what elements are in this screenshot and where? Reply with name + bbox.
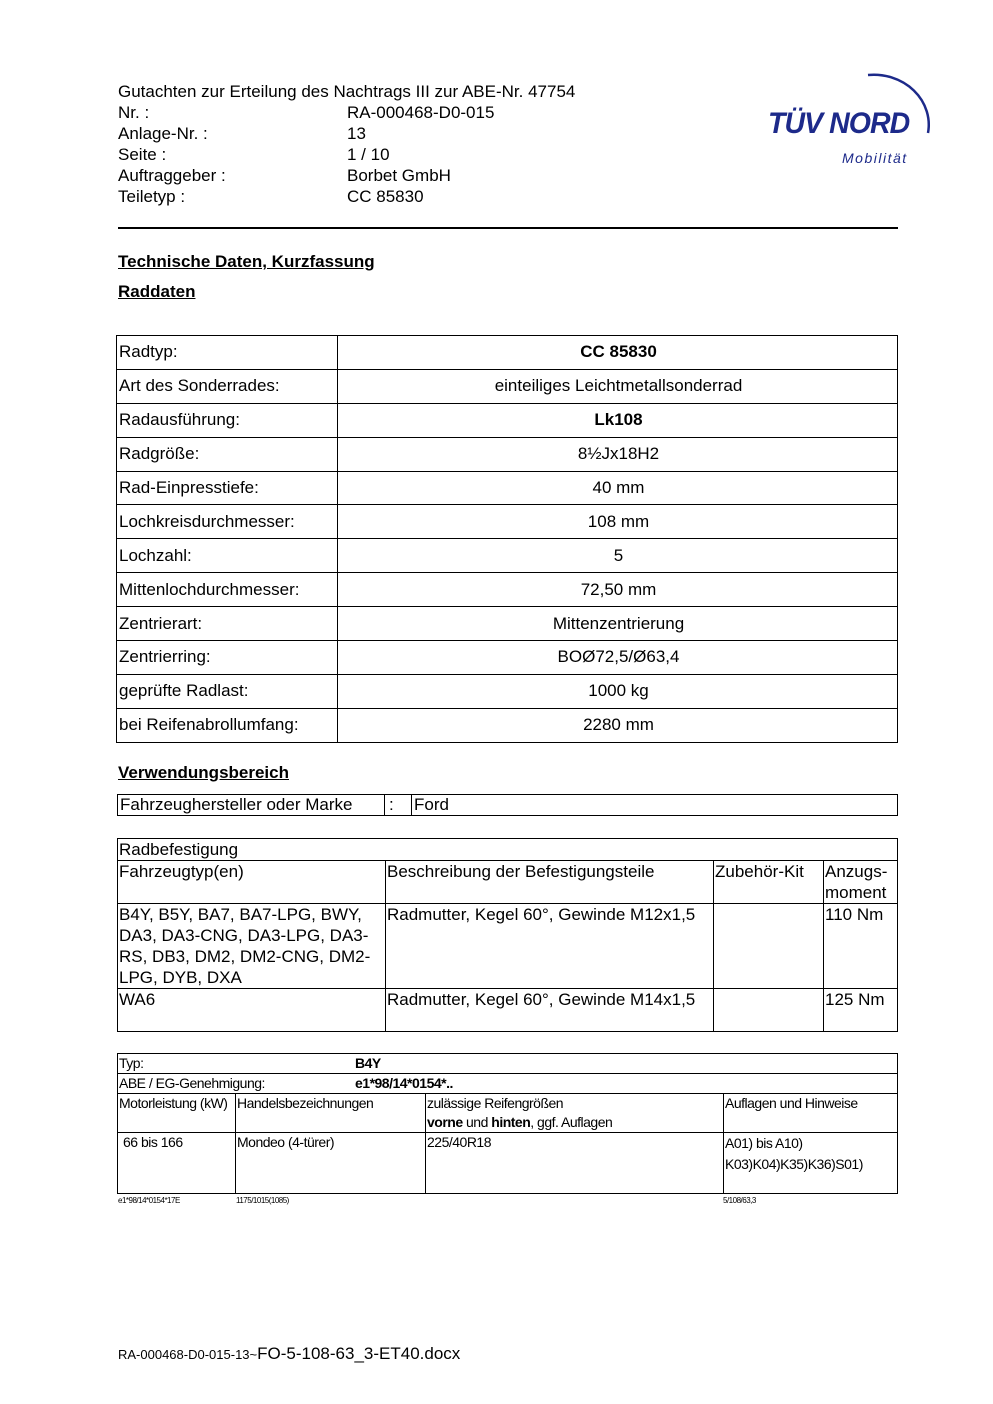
manufacturer-value: Ford xyxy=(412,795,898,816)
raddaten-value: Mittenzentrierung xyxy=(338,607,898,641)
vehicle-type-table xyxy=(117,1053,898,1194)
header-value: CC 85830 xyxy=(347,187,424,206)
approval-row xyxy=(118,1074,898,1094)
torque-value: 110 Nm xyxy=(824,904,898,989)
fastener-description: Radmutter, Kegel 60°, Gewinde M14x1,5 xyxy=(386,989,714,1032)
page-footer xyxy=(118,1344,460,1364)
raddaten-value: Lk108 xyxy=(338,403,898,437)
header-value: 1 / 10 xyxy=(347,145,390,164)
accessory-kit xyxy=(714,904,824,989)
raddaten-label: Rad-Einpresstiefe: xyxy=(117,471,338,505)
radbefestigung-title: Radbefestigung xyxy=(118,839,898,861)
section-title: Technische Daten, Kurzfassung xyxy=(118,252,375,271)
table-row xyxy=(117,641,898,675)
header-label: Seite : xyxy=(118,145,167,164)
raddaten-value: 5 xyxy=(338,539,898,573)
raddaten-label: bei Reifenabrollumfang: xyxy=(117,708,338,742)
weight-code: 1175/1015(1085) xyxy=(236,1196,289,1205)
raddaten-value: 40 mm xyxy=(338,471,898,505)
raddaten-label: geprüfte Radlast: xyxy=(117,674,338,708)
table-row xyxy=(117,573,898,607)
tyre-header-line1: zulässige Reifengrößen xyxy=(427,1095,564,1111)
manufacturer-label: Fahrzeughersteller oder Marke xyxy=(118,795,385,816)
raddaten-label: Radtyp: xyxy=(117,336,338,370)
raddaten-table xyxy=(116,335,898,743)
trade-name: Mondeo (4-türer) xyxy=(236,1133,426,1194)
table-row xyxy=(118,1074,898,1094)
column-header: Handelsbezeichnungen xyxy=(236,1094,426,1133)
footer-reference: RA-000468-D0-015-13~ xyxy=(118,1347,258,1362)
notes xyxy=(724,1133,898,1194)
tyre-header-front: vorne xyxy=(427,1114,463,1130)
table-row xyxy=(117,539,898,573)
radbefestigung-table xyxy=(117,838,898,1032)
type-row xyxy=(118,1054,898,1074)
verwendung-title: Verwendungsbereich xyxy=(118,763,289,782)
vehicle-types: WA6 xyxy=(118,989,386,1032)
notes-line: A01) bis A10) xyxy=(725,1135,803,1151)
header-label: Anlage-Nr. : xyxy=(118,124,208,143)
raddaten-label: Zentrierart: xyxy=(117,607,338,641)
raddaten-value: 8½Jx18H2 xyxy=(338,437,898,471)
table-row xyxy=(117,708,898,742)
raddaten-value: 1000 kg xyxy=(338,674,898,708)
table-row xyxy=(117,403,898,437)
approval-code: e1*98/14*0154*17E xyxy=(118,1196,180,1205)
raddaten-label: Radgröße: xyxy=(117,437,338,471)
header-value: 13 xyxy=(347,124,366,143)
raddaten-label: Art des Sonderrades: xyxy=(117,369,338,403)
vehicle-types: B4Y, B5Y, BA7, BA7-LPG, BWY, DA3, DA3-CNG, DA3-LPG, DA3-RS, DB3, DM2, DM2-CNG, DM2-LPG, DYB, DXA xyxy=(118,904,386,989)
header-divider xyxy=(118,227,898,229)
column-header: Beschreibung der Befestigungsteile xyxy=(386,861,714,904)
table-row xyxy=(118,1054,898,1074)
raddaten-label: Mittenlochdurchmesser: xyxy=(117,573,338,607)
table-row xyxy=(117,336,898,370)
table-row xyxy=(117,437,898,471)
tyre-size: 225/40R18 xyxy=(426,1133,724,1194)
type-label: Typ: xyxy=(119,1055,144,1071)
table-header-row xyxy=(118,1094,898,1133)
column-header: Motorleistung (kW) xyxy=(118,1094,236,1133)
table-row xyxy=(117,674,898,708)
type-value: B4Y xyxy=(355,1055,381,1071)
table-row xyxy=(117,471,898,505)
table-row xyxy=(118,989,898,1032)
column-header: Auflagen und Hinweise xyxy=(724,1094,898,1133)
table-row xyxy=(118,1133,898,1194)
raddaten-label: Lochkreisdurchmesser: xyxy=(117,505,338,539)
raddaten-value: CC 85830 xyxy=(338,336,898,370)
bolt-pattern-code: 5/108/63,3 xyxy=(723,1196,756,1205)
raddaten-label: Zentrierring: xyxy=(117,641,338,675)
engine-power: 66 bis 166 xyxy=(118,1133,236,1194)
column-header: Fahrzeugtyp(en) xyxy=(118,861,386,904)
raddaten-value: 108 mm xyxy=(338,505,898,539)
tuv-nord-logo xyxy=(760,55,945,175)
manufacturer-table xyxy=(117,794,898,816)
table-row xyxy=(118,839,898,861)
header-value: RA-000468-D0-015 xyxy=(347,103,495,122)
logo-wordmark: TÜV NORD xyxy=(768,107,910,140)
approval-value: e1*98/14*0154*.. xyxy=(355,1075,453,1091)
footer-filename: FO-5-108-63_3-ET40.docx xyxy=(257,1344,461,1363)
table-header-row xyxy=(118,861,898,904)
torque-value: 125 Nm xyxy=(824,989,898,1032)
table-row xyxy=(118,904,898,989)
manufacturer-separator: : xyxy=(385,795,412,816)
tyre-header-notes: , ggf. Auflagen xyxy=(530,1114,613,1130)
header-value: Borbet GmbH xyxy=(347,166,451,185)
section-subtitle: Raddaten xyxy=(118,282,196,301)
fastener-description: Radmutter, Kegel 60°, Gewinde M12x1,5 xyxy=(386,904,714,989)
raddaten-value: 72,50 mm xyxy=(338,573,898,607)
approval-label: ABE / EG-Genehmigung: xyxy=(119,1075,265,1091)
column-header: Zubehör-Kit xyxy=(714,861,824,904)
table-row xyxy=(117,607,898,641)
table-row xyxy=(118,795,898,816)
header-label: Nr. : xyxy=(118,103,150,122)
document-title: Gutachten zur Erteilung des Nachtrags III zur ABE-Nr. 47754 xyxy=(118,82,576,101)
raddaten-value: einteiliges Leichtmetallsonderrad xyxy=(338,369,898,403)
accessory-kit xyxy=(714,989,824,1032)
tyre-header-and: und xyxy=(462,1114,492,1130)
header-label: Auftraggeber : xyxy=(118,166,226,185)
column-header xyxy=(426,1094,724,1133)
tyre-header-rear: hinten xyxy=(491,1114,531,1130)
table-row xyxy=(117,505,898,539)
raddaten-value: 2280 mm xyxy=(338,708,898,742)
notes-line: K03)K04)K35)K36)S01) xyxy=(725,1156,863,1172)
raddaten-value: BOØ72,5/Ø63,4 xyxy=(338,641,898,675)
column-header: Anzugs- moment xyxy=(824,861,898,904)
raddaten-label: Radausführung: xyxy=(117,403,338,437)
raddaten-label: Lochzahl: xyxy=(117,539,338,573)
header-label: Teiletyp : xyxy=(118,187,186,206)
table-row xyxy=(117,369,898,403)
logo-subtitle: Mobilität xyxy=(842,150,908,166)
